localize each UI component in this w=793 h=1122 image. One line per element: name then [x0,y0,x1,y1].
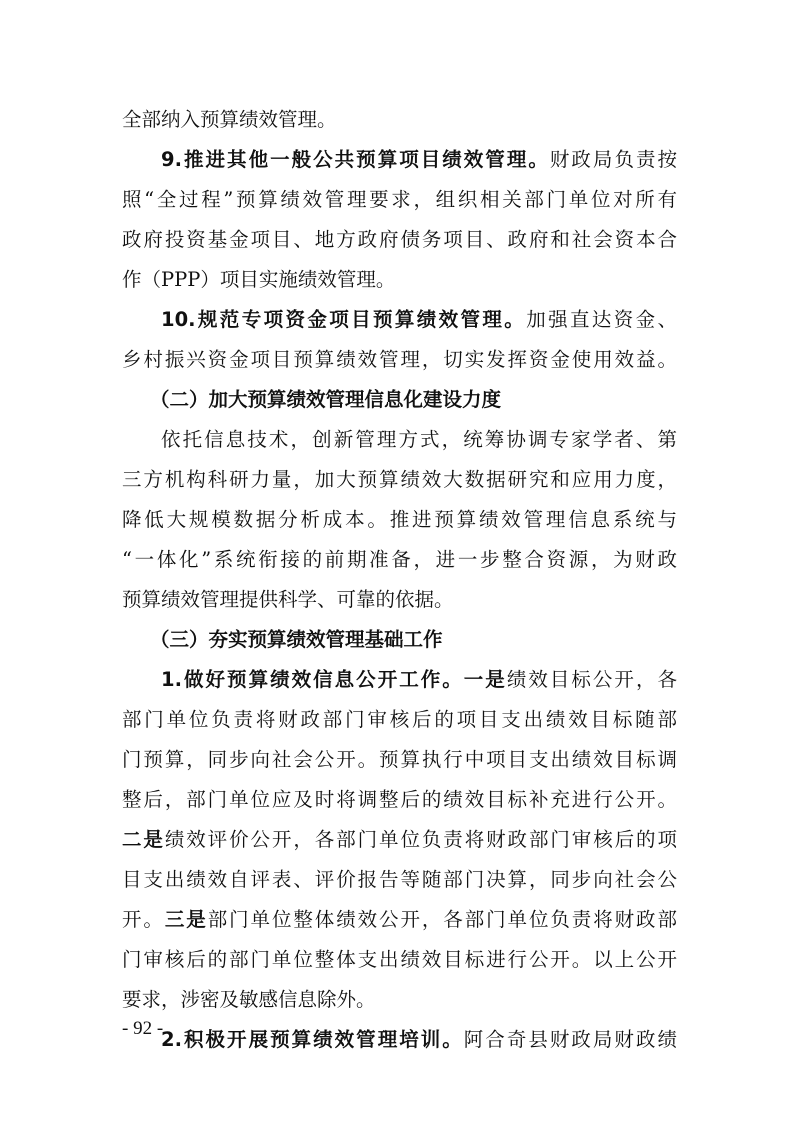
bold-text: 1.做好预算绩效信息公开工作。一是 [161,668,507,691]
body-text-segment: 乡村振兴资金项目预算绩效管理，切实发挥资金使用效益。 [122,348,677,371]
text-line-19 [122,820,677,860]
body-text [122,100,677,1060]
body-text-segment: 政府投资基金项目、地方政府债务项目、政府和社会资本合 [122,228,677,251]
text-line-7 [122,340,677,380]
body-text-segment: 全部纳入预算绩效管理。 [122,108,337,131]
text-line-15 [122,660,677,700]
body-text-segment: 开。 [122,908,165,931]
body-text-segment: 门审核后的部门单位整体支出绩效目标进行公开。以上公开 [122,948,677,971]
body-text-segment: 绩效评价公开，各部门单位负责将财政部门审核后的项 [164,828,677,851]
body-text-segment: 阿合奇县财政局财政绩 [463,1028,677,1051]
text-line-11 [122,500,677,540]
body-text-segment: 财政局负责按 [549,148,677,171]
body-text-segment: 预算绩效管理提供科学、可靠的依据。 [122,588,454,611]
text-line-5 [122,260,677,300]
bold-text: 9.推进其他一般公共预算项目绩效管理。 [161,148,550,171]
bold-text: （三）夯实预算绩效管理基础工作 [150,628,443,651]
body-text-segment: 门预算，同步向社会公开。预算执行中项目支出绩效目标调 [122,748,677,771]
body-text-segment: “一体化”系统衔接的前期准备，进一步整合资源，为财政 [122,548,677,571]
body-text-segment: 绩效目标公开，各 [506,668,677,691]
text-line-13 [122,580,677,620]
body-text-segment: 加强直达资金、 [526,308,677,331]
text-line-20 [122,860,677,900]
text-line-9 [122,420,677,460]
text-line-23 [122,980,677,1020]
page-number: - 92 - [122,1018,164,1039]
text-line-10 [122,460,677,500]
body-text-segment: 要求，涉密及敏感信息除外。 [122,988,376,1011]
text-line-17 [122,740,677,780]
text-line-16 [122,700,677,740]
text-line-3 [122,180,677,220]
section-heading-2 [122,380,677,420]
body-text-segment: 三方机构科研力量，加大预算绩效大数据研究和应用力度， [122,468,677,491]
text-line-1 [122,100,677,140]
text-line-6 [122,300,677,340]
text-line-2 [122,140,677,180]
body-text-segment: 目支出绩效自评表、评价报告等随部门决算，同步向社会公 [122,868,677,891]
text-line-12 [122,540,677,580]
body-text-segment: 依托信息技术，创新管理方式，统筹协调专家学者、第 [161,428,677,451]
text-line-18 [122,780,677,820]
body-text-segment: 降低大规模数据分析成本。推进预算绩效管理信息系统与 [122,508,677,531]
bold-text: 二是 [122,828,165,851]
bold-text: （二）加大预算绩效管理信息化建设力度 [150,388,502,411]
body-text-segment: 部门单位负责将财政部门审核后的项目支出绩效目标随部 [122,708,677,731]
text-line-22 [122,940,677,980]
text-line-4 [122,220,677,260]
bold-text: 三是 [164,908,208,931]
body-text-segment: 作（PPP）项目实施绩效管理。 [122,268,396,291]
bold-text: 10.规范专项资金项目预算绩效管理。 [161,308,527,331]
text-line-21 [122,900,677,940]
body-text-segment: 部门单位整体绩效公开，各部门单位负责将财政部 [207,908,677,931]
text-line-24 [122,1020,677,1060]
body-text-segment: 照“全过程”预算绩效管理要求，组织相关部门单位对所有 [122,188,677,211]
section-heading-3 [122,620,677,660]
body-text-segment: 整后，部门单位应及时将调整后的绩效目标补充进行公开。 [122,788,677,811]
bold-text: 2.积极开展预算绩效管理培训。 [161,1028,464,1051]
